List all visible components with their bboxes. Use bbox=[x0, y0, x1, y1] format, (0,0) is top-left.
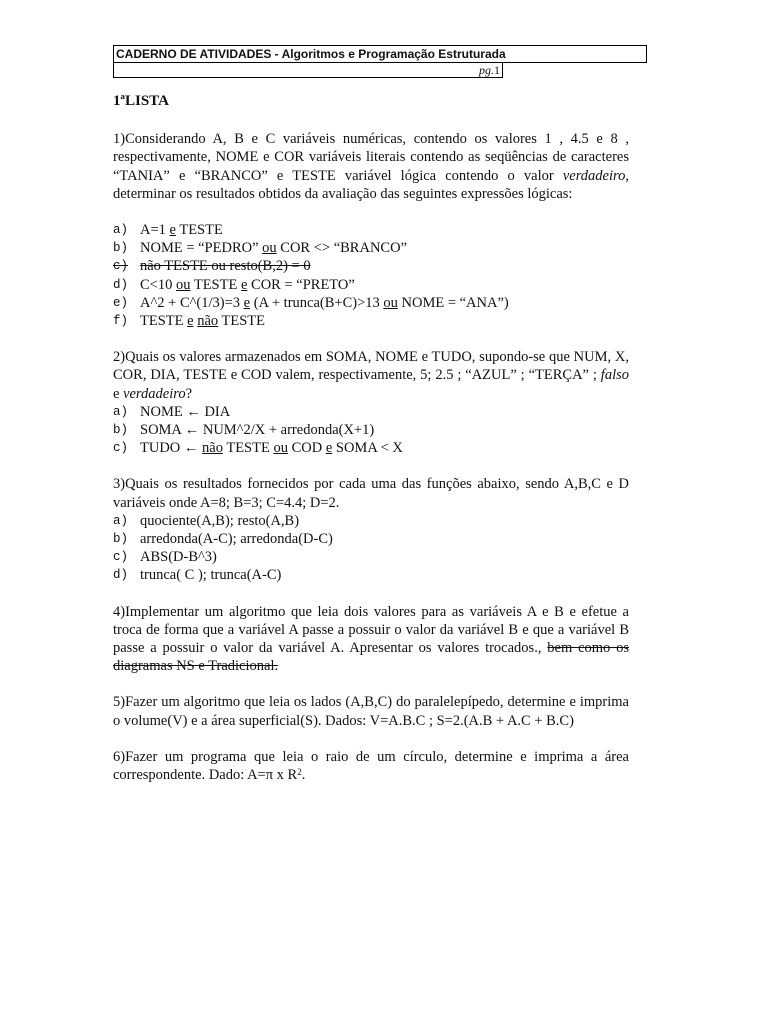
item-label: c) bbox=[113, 441, 129, 456]
q4-struck-text: bem como os diagramas NS e Tradicional. bbox=[113, 640, 629, 675]
item-text: NOME = “PEDRO” ou COR <> “BRANCO” bbox=[140, 240, 408, 257]
item-label: f) bbox=[113, 314, 129, 329]
page-prefix: pg. bbox=[479, 63, 494, 77]
item-text: A=1 e TESTE bbox=[140, 222, 223, 239]
q1-item-c-struck bbox=[113, 257, 629, 275]
item-text: TUDO ← não TESTE ou COD e SOMA < X bbox=[140, 440, 403, 457]
item-text: ABS(D-B^3) bbox=[140, 549, 217, 566]
question-2-intro: 2)Quais os valores armazenados em SOMA, NOME e TUDO, supondo-se que NUM, X, COR, DIA, TESTE e COD valem, respectivamente, 5; 2.5 ; “AZUL” ; “TERÇA” ; falso e verdadeiro? bbox=[113, 349, 629, 402]
item-text: não TESTE ou resto(B,2) = 0 bbox=[140, 258, 311, 275]
document-body bbox=[113, 92, 629, 784]
q1-intro-text-end: , determinar os resultados obtidos da avaliação das seguintes expressões lógicas: bbox=[113, 167, 629, 202]
q3-item-a bbox=[113, 512, 629, 530]
q2-item-c bbox=[113, 439, 629, 457]
q1-item-a bbox=[113, 221, 629, 239]
q3-item-d bbox=[113, 566, 629, 584]
item-text: SOMA ← NUM^2/X + arredonda(X+1) bbox=[140, 422, 375, 439]
q1-intro-italic: verdadeiro bbox=[562, 167, 626, 184]
page-number: 1 bbox=[494, 63, 500, 77]
item-text: A^2 + C^(1/3)=3 e (A + trunca(B+C)>13 ou NOME = “ANA”) bbox=[140, 294, 509, 311]
q2-item-b bbox=[113, 421, 629, 439]
list-title: 1ªLISTA bbox=[113, 93, 169, 109]
question-4: 4)Implementar um algoritmo que leia dois valores para as variáveis A e B e efetue a troca de forma que a variável A passe a possuir o valor da variável B e que a variável B passe a possuir o valor da variável A. Apresentar os valores trocados., bem como os diagramas NS e Tradicional. bbox=[113, 603, 629, 675]
item-label: b) bbox=[113, 532, 129, 547]
question-5: 5)Fazer um algoritmo que leia os lados (A,B,C) do paralelepípedo, determine e imprima o volume(V) e a área superficial(S). Dados: V=A.B.C ; S=2.(A.B + A.C + B.C) bbox=[113, 694, 629, 729]
page-header bbox=[113, 45, 647, 78]
item-text: arredonda(A-C); arredonda(D-C) bbox=[140, 531, 333, 548]
item-text: TESTE e não TESTE bbox=[140, 313, 265, 330]
page-number-cell bbox=[113, 63, 503, 78]
item-label: b) bbox=[113, 241, 129, 256]
item-label: c) bbox=[113, 550, 129, 565]
superscript-2: 2 bbox=[297, 767, 302, 778]
item-text: trunca( C ); trunca(A-C) bbox=[140, 567, 282, 584]
item-text: C<10 ou TESTE e COR = “PRETO” bbox=[140, 276, 355, 293]
question-1-intro bbox=[113, 130, 629, 203]
item-label: a) bbox=[113, 513, 129, 528]
q1-item-e bbox=[113, 294, 629, 312]
q3-item-c bbox=[113, 548, 629, 566]
item-label: d) bbox=[113, 568, 129, 583]
item-label: a) bbox=[113, 404, 129, 419]
question-3-intro: 3)Quais os resultados fornecidos por cada uma das funções abaixo, sendo A,B,C e D variáveis onde A=8; B=3; C=4.4; D=2. bbox=[113, 476, 629, 511]
question-6: 6)Fazer um programa que leia o raio de um círculo, determine e imprima a área correspondente. Dado: A=π x $R^2$. bbox=[113, 748, 629, 784]
item-text: NOME ← DIA bbox=[140, 403, 231, 420]
item-label: b) bbox=[113, 423, 129, 438]
q1-item-d bbox=[113, 276, 629, 294]
q1-intro-text: 1)Considerando A, B e C variáveis numéricas, contendo os valores 1 , 4.5 e 8 , respectivamente, NOME e COR variáveis literais contendo as seqüências de caracteres “TANIA” e “BRANCO” e TESTE variável lógica contendo o valor bbox=[113, 131, 629, 184]
q1-item-b bbox=[113, 239, 629, 257]
q2-item-a bbox=[113, 403, 629, 421]
item-label: e) bbox=[113, 295, 129, 310]
q3-item-b bbox=[113, 530, 629, 548]
header-title: CADERNO DE ATIVIDADES - Algoritmos e Programação Estruturada bbox=[113, 45, 647, 63]
item-label: d) bbox=[113, 277, 129, 292]
item-text: quociente(A,B); resto(A,B) bbox=[140, 512, 300, 529]
item-label: a) bbox=[113, 223, 129, 238]
item-label: c) bbox=[113, 259, 129, 274]
q1-item-f bbox=[113, 312, 629, 330]
